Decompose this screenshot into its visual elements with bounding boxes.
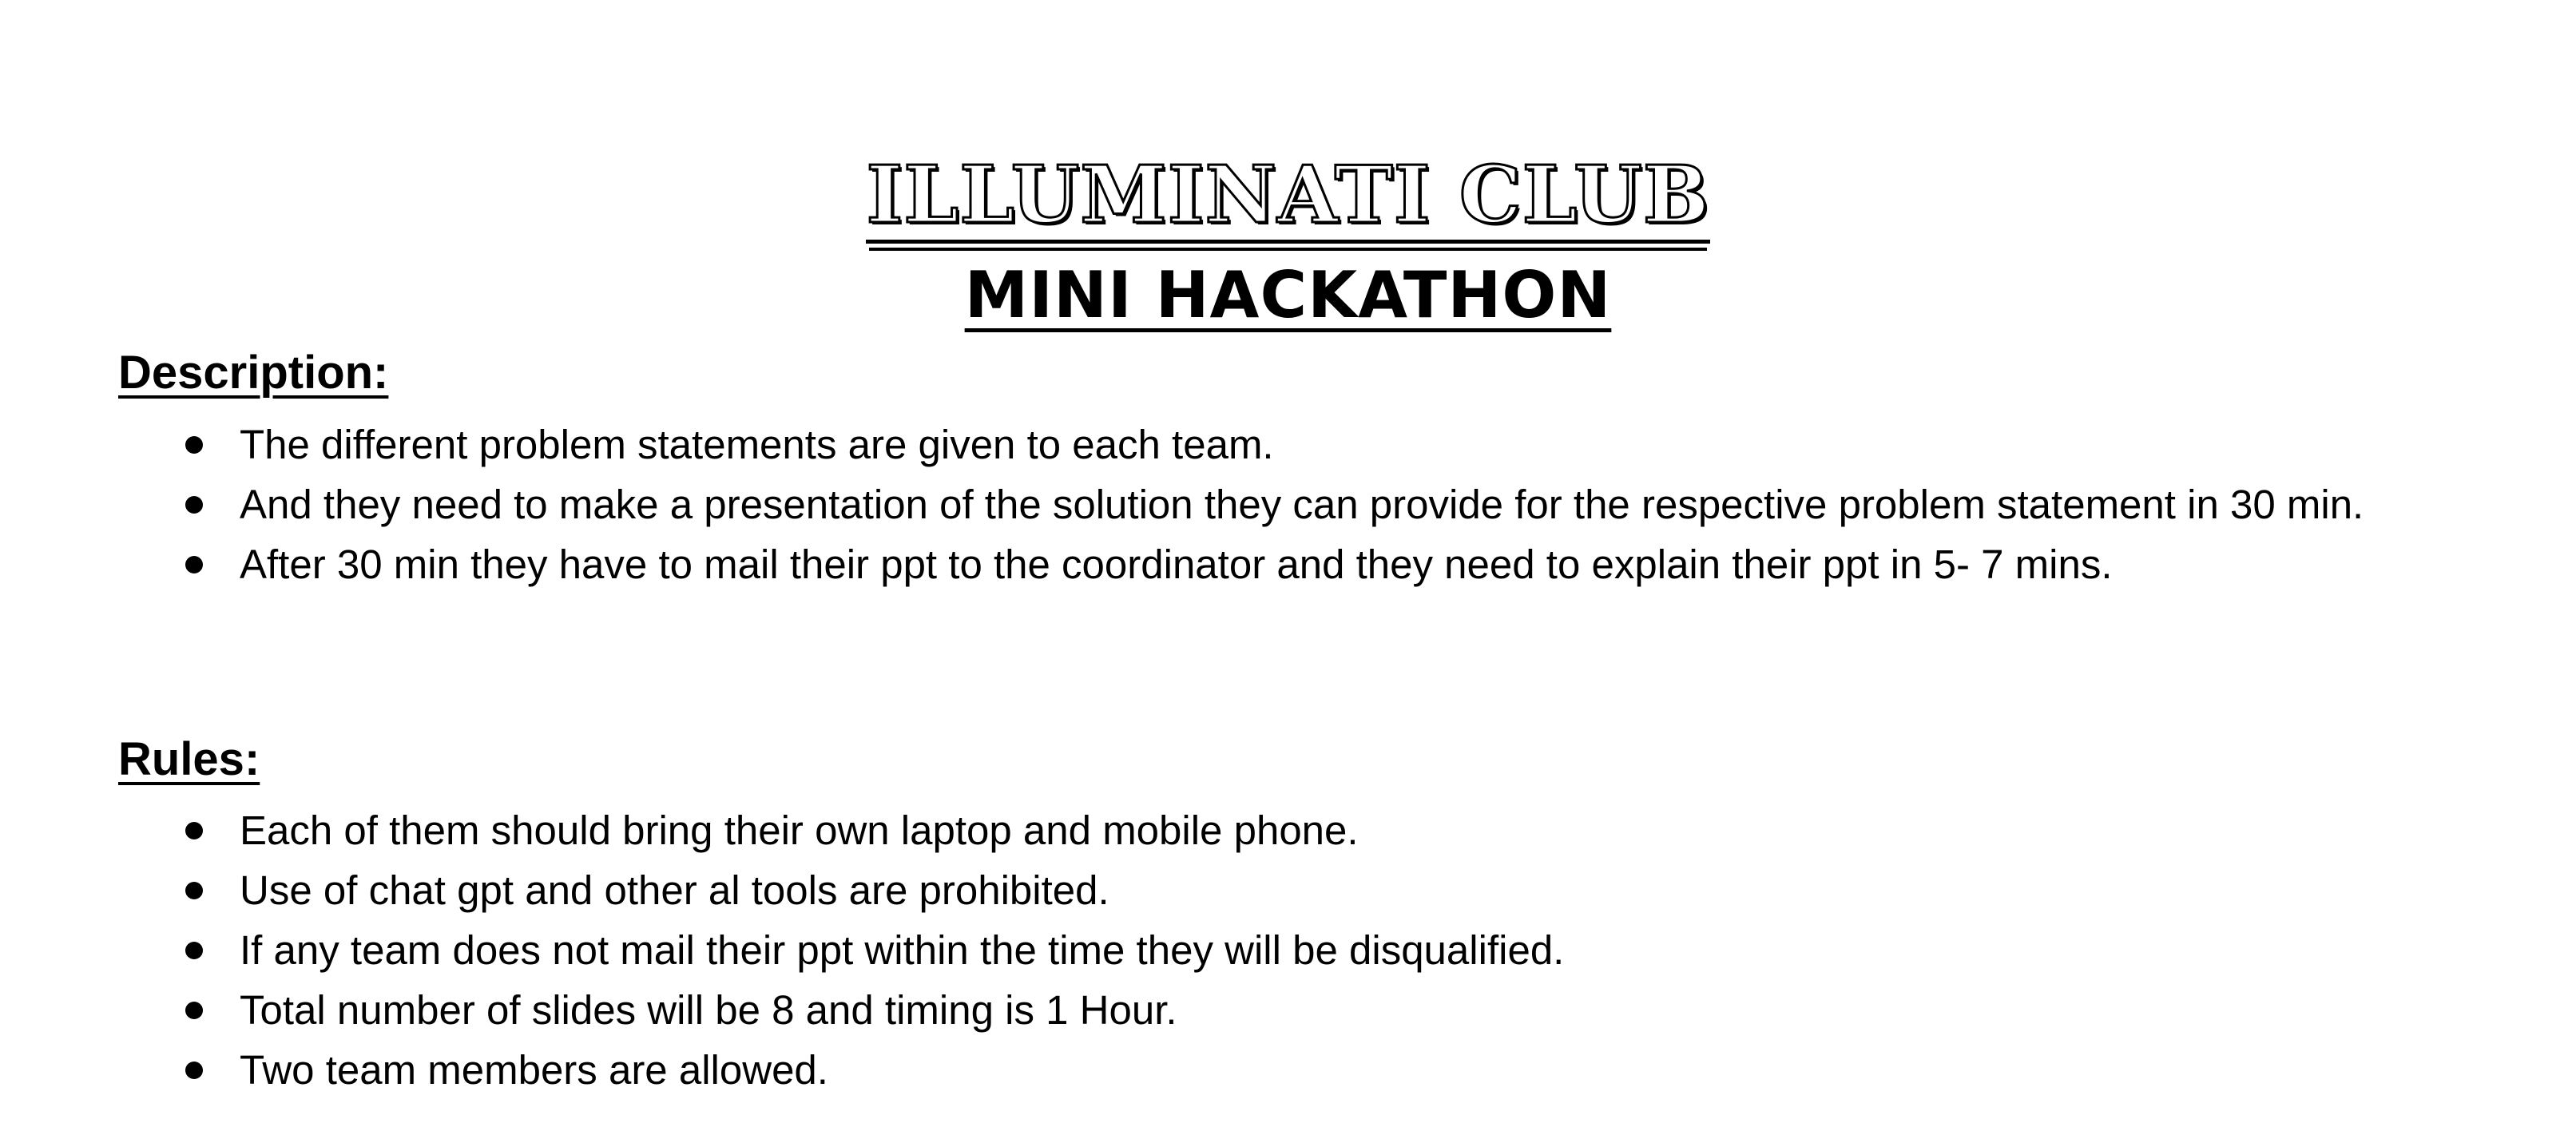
bullet-icon (185, 822, 203, 839)
bullet-icon (185, 882, 203, 899)
rules-item-text: Use of chat gpt and other al tools are prohibited. (240, 867, 1109, 913)
bullet-icon (185, 1062, 203, 1079)
description-item-text: After 30 min they have to mail their ppt to the coordinator and they need to explain their ppt in 5- 7 mins. (240, 542, 2113, 587)
bullet-icon (185, 556, 203, 573)
rules-item-text: If any team does not mail their ppt within the time they will be disqualified. (240, 927, 1565, 973)
description-item (0, 534, 2576, 594)
rules-item (0, 980, 2576, 1040)
bullet-icon (185, 942, 203, 959)
event-title: MINI HACKATHON (964, 258, 1612, 332)
description-item-text: The different problem statements are given to each team. (240, 422, 1274, 467)
rules-item-text: Each of them should bring their own laptop and mobile phone. (240, 808, 1359, 853)
rules-list (0, 800, 2576, 1100)
description-item (0, 474, 2576, 534)
bullet-icon (185, 436, 203, 454)
description-item (0, 415, 2576, 474)
rules-item (0, 920, 2576, 980)
description-item-text: And they need to make a presentation of the solution they can provide for the respective problem statement in 30 min. (240, 482, 2364, 527)
rules-item (0, 800, 2576, 860)
bullet-icon (185, 496, 203, 514)
rules-heading: Rules: (118, 733, 260, 785)
event-title-block (0, 258, 2576, 332)
club-title-block (0, 149, 2576, 244)
bullet-icon (185, 1002, 203, 1019)
description-list (0, 415, 2576, 594)
club-title: ILLUMINATI CLUB (866, 157, 1709, 244)
rules-item-text: Total number of slides will be 8 and timing is 1 Hour. (240, 987, 1177, 1033)
rules-item (0, 860, 2576, 920)
rules-item (0, 1040, 2576, 1100)
description-heading: Description: (118, 347, 389, 399)
rules-item-text: Two team members are allowed. (240, 1047, 828, 1093)
